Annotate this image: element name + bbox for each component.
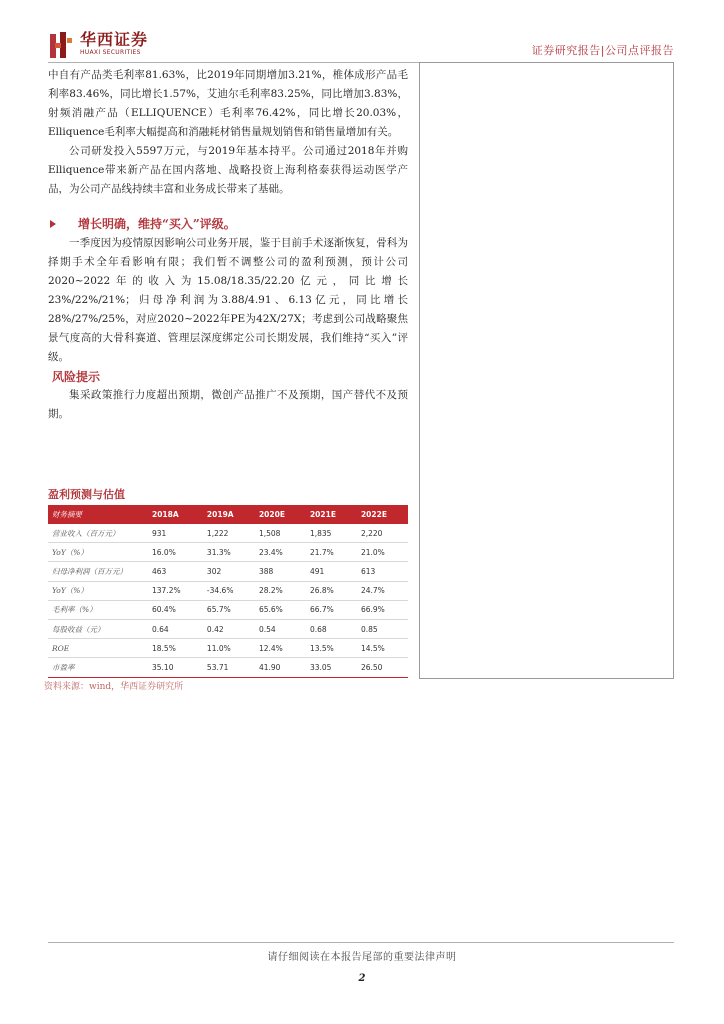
table-row	[48, 658, 408, 677]
table-cell: 12.4%	[255, 639, 306, 658]
table-row	[48, 600, 408, 619]
table-cell: 营业收入（百万元）	[48, 524, 148, 543]
table-cell: 0.64	[148, 619, 203, 638]
table-row	[48, 581, 408, 600]
table-header-cell: 财务摘要	[48, 505, 148, 524]
table-cell: 66.9%	[357, 600, 408, 619]
table-cell: 1,508	[255, 524, 306, 543]
table-header-cell: 2019A	[203, 505, 255, 524]
table-cell: 65.6%	[255, 600, 306, 619]
table-row	[48, 543, 408, 562]
table-cell: 931	[148, 524, 203, 543]
table-cell: 14.5%	[357, 639, 408, 658]
table-cell: 613	[357, 562, 408, 581]
table-cell: 21.7%	[306, 543, 357, 562]
table-cell: 0.54	[255, 619, 306, 638]
table-cell: 毛利率（%）	[48, 600, 148, 619]
page-number: 2	[358, 973, 366, 984]
table-cell: 0.68	[306, 619, 357, 638]
table-cell: 66.7%	[306, 600, 357, 619]
risk-paragraph: 集采政策推行力度超出预期，微创产品推广不及预期，国产替代不及预期。	[48, 389, 408, 420]
forecast-paragraph: 一季度因为疫情原因影响公司业务开展，鉴于目前手术逐渐恢复，骨科为择期手术全年看影响有限；我们暂不调整公司的盈利预测，预计公司2020~2022年的收入为15.08/18.35/22.20亿元，同比增长23%/22%/21%；归母净利润为3.88/4.91、6.13亿元，同比增长28%/27%/25%，对应2020~2022年PE为42X/27X；考虑到公司战略聚焦景气度高的大骨科赛道、管理层深度绑定公司长期发展，我们维持“买入”评级。	[48, 237, 408, 363]
table-cell: 1,222	[203, 524, 255, 543]
financial-table	[48, 505, 408, 678]
table-cell: 13.5%	[306, 639, 357, 658]
table-source: 资料来源：wind，华西证券研究所	[44, 682, 184, 692]
footer-divider	[48, 942, 674, 943]
table-cell: 26.50	[357, 658, 408, 677]
table-cell: 0.85	[357, 619, 408, 638]
table-row	[48, 619, 408, 638]
sidebar-box	[419, 62, 674, 679]
table-cell: 60.4%	[148, 600, 203, 619]
footer-disclaimer: 请仔细阅读在本报告尾部的重要法律声明	[267, 952, 457, 963]
main-content	[48, 66, 408, 424]
table-cell: 1,835	[306, 524, 357, 543]
table-cell: 31.3%	[203, 543, 255, 562]
table-cell: 18.5%	[148, 639, 203, 658]
table-cell: 16.0%	[148, 543, 203, 562]
table-cell: 65.7%	[203, 600, 255, 619]
table-cell: 2,220	[357, 524, 408, 543]
table-cell: 41.90	[255, 658, 306, 677]
table-cell: 11.0%	[203, 639, 255, 658]
table-cell: -34.6%	[203, 581, 255, 600]
table-header-cell: 2018A	[148, 505, 203, 524]
rd-paragraph: 公司研发投入5597万元，与2019年基本持平。公司通过2018年并购Elliquence带来新产品在国内落地、战略投资上海利格泰获得运动医学产品，为公司产品线持续丰富和业务成长带来了基础。	[48, 145, 408, 195]
rating-heading	[48, 215, 408, 232]
table-header-cell: 2020E	[255, 505, 306, 524]
logo-chinese-name: 华西证券	[80, 30, 149, 49]
report-type-label: 证券研究报告|公司点评报告	[531, 44, 674, 57]
table-cell: 35.10	[148, 658, 203, 677]
table-row	[48, 524, 408, 543]
table-cell: 24.7%	[357, 581, 408, 600]
table-cell: 388	[255, 562, 306, 581]
table-cell: 137.2%	[148, 581, 203, 600]
table-cell: ROE	[48, 639, 148, 658]
table-cell: 28.2%	[255, 581, 306, 600]
table-cell: 302	[203, 562, 255, 581]
table-cell: YoY（%）	[48, 581, 148, 600]
risk-title: 风险提示	[52, 370, 101, 384]
table-cell: 21.0%	[357, 543, 408, 562]
triangle-bullet-icon	[50, 220, 56, 228]
table-row	[48, 562, 408, 581]
table-cell: YoY（%）	[48, 543, 148, 562]
table-cell: 463	[148, 562, 203, 581]
margin-paragraph: 中自有产品类毛利率81.63%，比2019年同期增加3.21%，椎体成形产品毛利率83.46%，同比增长1.57%，艾迪尔毛利率83.25%，同比增加3.83%，射频消融产品（ELLIQUENCE）毛利率76.42%，同比增长20.03%，Elliquence毛利率大幅提高和消融耗材销售量规划销售和销售量增加有关。	[48, 69, 408, 138]
table-cell: 53.71	[203, 658, 255, 677]
table-header-row	[48, 505, 408, 524]
table-header-cell: 2022E	[357, 505, 408, 524]
table-header-cell: 2021E	[306, 505, 357, 524]
rating-heading-text: 增长明确，维持“买入”评级。	[78, 217, 236, 231]
table-title: 盈利预测与估值	[48, 488, 125, 501]
huaxi-logo-icon	[48, 30, 74, 60]
company-logo	[48, 30, 148, 60]
table-cell: 33.05	[306, 658, 357, 677]
table-cell: 市盈率	[48, 658, 148, 677]
table-cell: 0.42	[203, 619, 255, 638]
logo-english-name: HUAXI SECURITIES	[80, 49, 141, 56]
table-cell: 归母净利润（百万元）	[48, 562, 148, 581]
table-cell: 每股收益（元）	[48, 619, 148, 638]
table-cell: 491	[306, 562, 357, 581]
table-cell: 23.4%	[255, 543, 306, 562]
table-cell: 26.8%	[306, 581, 357, 600]
table-row	[48, 639, 408, 658]
